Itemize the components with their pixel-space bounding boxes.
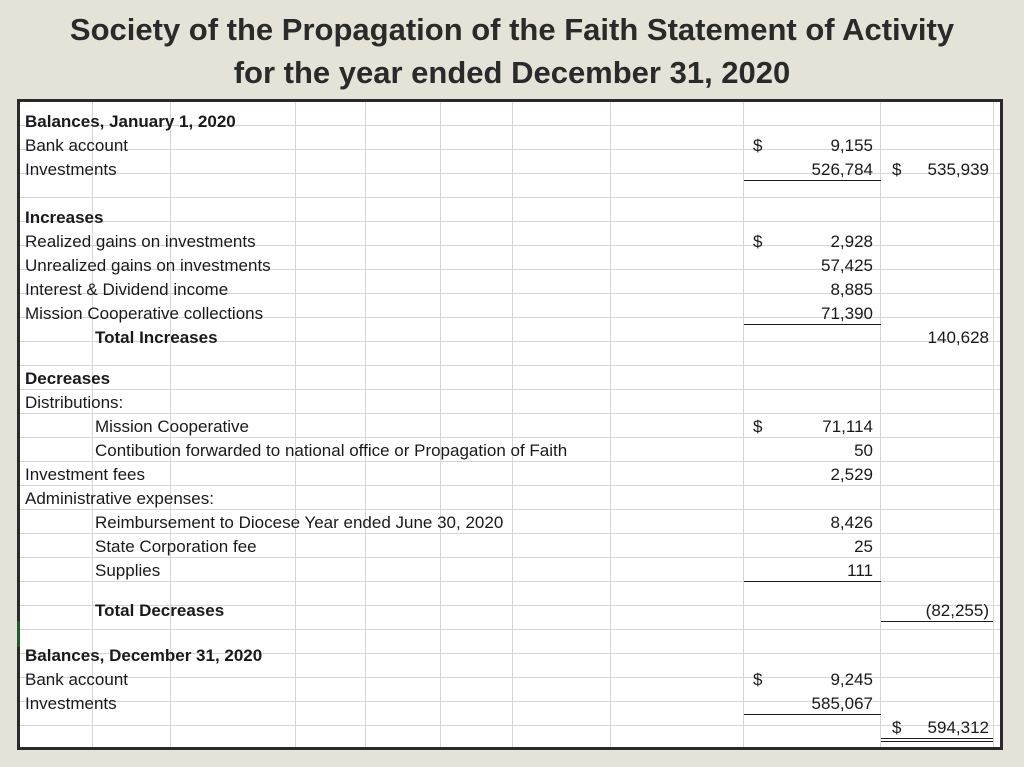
increase-label: Unrealized gains on investments [25,256,271,275]
total-increases-label: Total Increases [95,328,218,347]
distributions-label: Distributions: [25,393,124,412]
title-line-1: Society of the Propagation of the Faith Statement of Activity [69,12,955,47]
state-fee-value: 25 [854,537,873,556]
decreases-underline [744,581,881,582]
increase-value: 8,885 [830,280,873,299]
opening-total-value: 535,939 [927,160,989,179]
opening-investments-value: 526,784 [811,160,873,179]
increase-value: 57,425 [821,256,873,275]
increases-underline [744,324,881,325]
total-decreases-underline [881,621,993,622]
admin-expenses-label: Administrative expenses: [25,489,214,508]
closing-heading: Balances, December 31, 2020 [25,646,263,665]
supplies-value: 111 [847,561,873,580]
increase-row [20,278,1000,302]
investment-fees-label: Investment fees [25,465,146,484]
reimbursement-label: Reimbursement to Diocese Year ended June 30, 2020 [95,513,504,532]
page-title [0,8,1024,94]
mission-cooperative-label: Mission Cooperative [95,417,250,436]
increase-value: 71,390 [821,304,873,323]
opening-investments-label: Investments [25,160,117,179]
closing-bank-value: 9,245 [830,670,873,689]
opening-investments-row [20,158,1000,182]
supplies-label: Supplies [95,561,161,580]
state-fee-row [20,535,1000,559]
increase-row [20,230,1000,254]
increase-row [20,254,1000,278]
closing-total-double-underline [881,738,993,742]
opening-bank-row [20,134,1000,158]
opening-bank-label: Bank account [25,136,129,155]
increase-label: Mission Cooperative collections [25,304,264,323]
closing-underline [744,714,881,715]
closing-investments-value: 585,067 [811,694,873,713]
total-decreases-value: (82,255) [925,601,989,620]
admin-expenses-row [20,487,1000,511]
closing-total-value: 594,312 [927,718,989,737]
closing-bank-currency: $ [753,670,763,689]
decreases-heading-row [20,367,1000,391]
state-fee-label: State Corporation fee [95,537,257,556]
opening-bank-currency: $ [753,136,763,155]
increase-row [20,302,1000,326]
closing-bank-label: Bank account [25,670,129,689]
increases-heading-row [20,206,1000,230]
closing-investments-row [20,692,1000,716]
mission-cooperative-row [20,415,1000,439]
contribution-row [20,439,1000,463]
total-increases-value: 140,628 [927,328,989,347]
opening-total-currency: $ [892,160,902,179]
closing-bank-row [20,668,1000,692]
distributions-row [20,391,1000,415]
reimbursement-row [20,511,1000,535]
investment-fees-value: 2,529 [830,465,873,484]
total-decreases-row [20,599,1000,623]
closing-total-row [20,716,1000,740]
statement-sheet [17,99,1003,750]
investment-fees-row [20,463,1000,487]
closing-total-currency: $ [892,718,902,737]
opening-heading: Balances, January 1, 2020 [25,112,236,131]
opening-bank-value: 9,155 [830,136,873,155]
title-line-2: for the year ended December 31, 2020 [233,55,791,90]
increase-value: 2,928 [830,232,873,251]
contribution-value: 50 [854,441,873,460]
opening-heading-row [20,110,1000,134]
opening-underline [744,180,881,181]
increase-label: Interest & Dividend income [25,280,229,299]
supplies-row [20,559,1000,583]
contribution-label: Contibution forwarded to national office or Propagation of Faith [95,441,568,460]
increase-label: Realized gains on investments [25,232,256,251]
reimbursement-value: 8,426 [830,513,873,532]
total-decreases-label: Total Decreases [95,601,225,620]
closing-heading-row [20,644,1000,668]
mission-cooperative-currency: $ [753,417,763,436]
increases-heading: Increases [25,208,104,227]
increase-currency: $ [753,232,763,251]
mission-cooperative-value: 71,114 [822,417,873,436]
total-increases-row [20,326,1000,350]
decreases-heading: Decreases [25,369,111,388]
closing-investments-label: Investments [25,694,117,713]
